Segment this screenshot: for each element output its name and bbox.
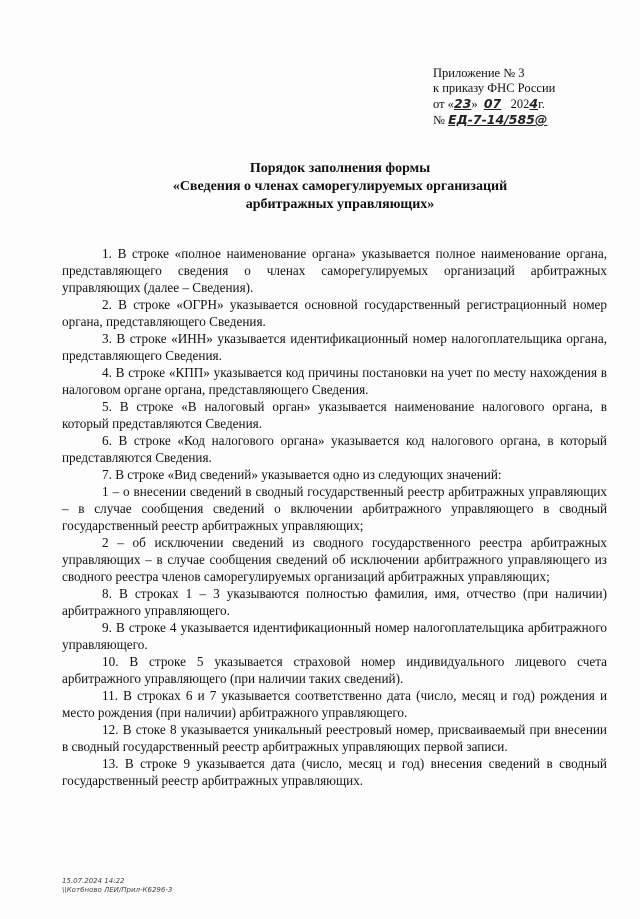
paragraph-5: 5. В строке «В налоговый орган» указывается наименование налогового органа, в который представляются Сведения. [62, 399, 607, 431]
paragraph-2: 2. В строке «ОГРН» указывается основной государственный регистрационный номер органа, представляющего Сведения. [62, 297, 607, 329]
date-day-handwritten: 23 [453, 96, 472, 111]
paragraph-4: 4. В строке «КПП» указывается код причины постановки на учет по месту нахождения в налоговом органе органа, представляющего Сведения. [62, 365, 607, 397]
paragraph-7: 7. В строке «Вид сведений» указывается одно из следующих значений: [102, 467, 502, 482]
appendix-date [433, 96, 623, 112]
date-year-prefix: 202 [510, 97, 530, 111]
paragraph-11: 11. В строках 6 и 7 указывается соответственно дата (число, месяц и год) рождения и место рождения (при наличии) арбитражного управляющего. [62, 688, 607, 720]
paragraph-6: 6. В строке «Код налогового органа» указывается код налогового органа, в который представляются Сведения. [62, 433, 607, 465]
appendix-order-ref: к приказу ФНС России [433, 81, 556, 95]
title-line-3: арбитражных управляющих» [245, 197, 435, 212]
appendix-title: Приложение № 3 [433, 66, 525, 80]
footer-timestamp: 15.07.2024 14:22 [62, 877, 125, 885]
title-line-2: «Сведения о членах саморегулируемых организаций [172, 179, 508, 194]
paragraph-8: 8. В строках 1 – 3 указываются полностью фамилия, имя, отчество (при наличии) арбитражного управляющего. [62, 586, 607, 618]
paragraph-3: 3. В строке «ИНН» указывается идентификационный номер налогоплательщика органа, представляющего Сведения. [62, 331, 607, 363]
document-title [60, 160, 620, 214]
appendix-header [433, 66, 623, 128]
paragraph-12: 12. В стоке 8 указывается уникальный реестровый номер, присваиваемый при внесении в сводный государственный реестр арбитражных управляющих первой записи. [62, 722, 607, 754]
appendix-number [433, 112, 623, 128]
paragraph-7-option-1: 1 – о внесении сведений в сводный государственный реестр арбитражных управляющих – в случае сообщения сведений о включении арбитражного управляющего в сводный государственный реестр арбитражных управляющих; [62, 484, 607, 533]
paragraph-10: 10. В строке 5 указывается страховой номер индивидуального лицевого счета арбитражного управляющего (при наличии таких сведений). [62, 654, 607, 686]
document-body [62, 245, 607, 789]
paragraph-7-option-2: 2 – об исключении сведений из сводного государственного реестра арбитражных управляющих – в случае сообщения сведений об исключении арбитражного управляющего из сводного реестра членов саморегулируемых организаций арбитражных управляющих; [62, 535, 607, 584]
number-prefix: № [433, 113, 445, 127]
date-year-handwritten: 4 [529, 96, 539, 111]
date-suffix: г. [538, 97, 545, 111]
date-mid: » [471, 97, 478, 111]
title-line-1: Порядок заполнения формы [249, 161, 431, 176]
date-prefix: от « [433, 97, 454, 111]
footer-file-path: \\Кот6ново ЛЕИ/Прил-К6296-3 [62, 886, 173, 894]
number-handwritten: ЕД-7-14/585@ [448, 112, 548, 127]
paragraph-13: 13. В строке 9 указывается дата (число, месяц и год) внесения сведений в сводный государственный реестр арбитражных управляющих. [62, 756, 607, 788]
print-footer [62, 877, 172, 895]
paragraph-9: 9. В строке 4 указывается идентификационный номер налогоплательщика арбитражного управляющего. [62, 620, 607, 652]
date-month-handwritten: 07 [483, 96, 502, 111]
paragraph-1: 1. В строке «полное наименование органа» указывается полное наименование органа, представляющего сведения о членах саморегулируемых организаций арбитражных управляющих (далее – Сведения). [62, 246, 607, 295]
